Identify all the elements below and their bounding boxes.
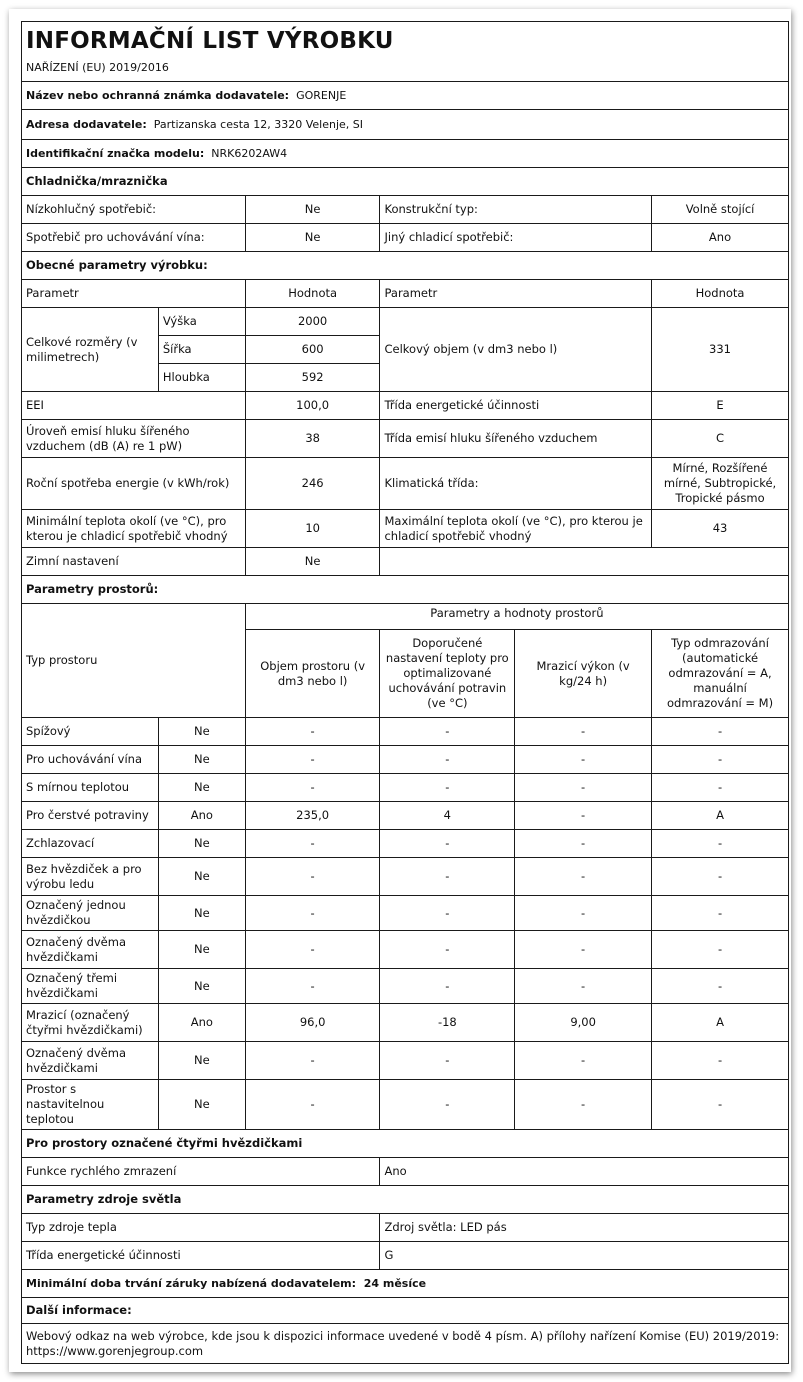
compartment-volume: - [245,931,380,969]
compartment-freeze: - [515,896,652,931]
compartment-temp: - [380,746,515,774]
compartment-name: Zchlazovací [22,830,159,858]
compartment-present: Ne [158,1042,245,1080]
compartment-defrost: - [652,858,789,896]
compartment-name: Pro čerstvé potraviny [22,802,159,830]
compartment-present: Ne [158,1080,245,1130]
table-row [22,802,789,830]
compartment-present: Ne [158,931,245,969]
winter-setting-label: Zimní nastavení [22,548,246,576]
compartment-volume: 96,0 [245,1004,380,1042]
compartment-defrost: - [652,969,789,1004]
noise-level-label: Úroveň emisí hluku šířeného vzduchem (dB (A) re 1 pW) [22,420,246,458]
compartment-freeze: - [515,931,652,969]
compartment-volume: - [245,896,380,931]
compartment-freeze: - [515,969,652,1004]
compartment-defrost: - [652,774,789,802]
supplier-name-label: Název nebo ochranná známka dodavatele: [26,89,290,102]
compartment-freeze-header: Mrazicí výkon (v kg/24 h) [515,630,652,718]
table-row [22,896,789,931]
compartment-present: Ne [158,858,245,896]
more-info-heading: Další informace: [22,1298,789,1324]
winter-setting-value: Ne [245,548,380,576]
info-sheet-table [21,21,789,1364]
compartment-name: Označený třemi hvězdičkami [22,969,159,1004]
compartment-freeze: - [515,830,652,858]
compartment-present: Ne [158,969,245,1004]
compartment-freeze: - [515,1080,652,1130]
compartment-group-header: Parametry a hodnoty prostorů [245,604,788,630]
energy-class-label: Třída energetické účinnosti [380,392,652,420]
height-label: Výška [158,308,245,336]
design-type-label: Konstrukční typ: [380,196,652,224]
table-row [22,774,789,802]
wine-appliance-value: Ne [245,224,380,252]
compartment-temp: - [380,931,515,969]
compartment-name: Označený jednou hvězdičkou [22,896,159,931]
fast-freeze-value: Ano [380,1158,789,1186]
compartment-freeze: 9,00 [515,1004,652,1042]
compartment-freeze: - [515,774,652,802]
max-ambient-temp-value: 43 [652,510,789,548]
document-page [9,9,791,1372]
model-id-row [22,140,789,168]
compartment-volume: - [245,1042,380,1080]
depth-value: 592 [245,364,380,392]
compartment-defrost: - [652,1042,789,1080]
compartment-volume-header: Objem prostoru (v dm3 nebo l) [245,630,380,718]
compartment-volume: - [245,830,380,858]
compartment-defrost: - [652,830,789,858]
compartment-name: S mírnou teplotou [22,774,159,802]
warranty-row [22,1270,789,1298]
more-info-text: Webový odkaz na web výrobce, kde jsou k dispozici informace uvedené v bodě 4 písm. A) přílohy nařízení Komise (EU) 2019/2019: https://www.gorenjegroup.com [22,1324,789,1364]
category-heading: Chladnička/mraznička [22,168,789,196]
other-appliance-label: Jiný chladicí spotřebič: [380,224,652,252]
compartment-volume: - [245,858,380,896]
compartment-volume: - [245,969,380,1004]
compartment-defrost: A [652,1004,789,1042]
compartment-defrost: A [652,802,789,830]
compartment-temp: - [380,896,515,931]
height-value: 2000 [245,308,380,336]
supplier-address-row [22,110,789,140]
annual-consumption-value: 246 [245,458,380,510]
table-row [22,858,789,896]
param-col-header: Parametr [22,280,246,308]
compartment-freeze: - [515,746,652,774]
value-col-header-right: Hodnota [652,280,789,308]
table-row [22,931,789,969]
width-value: 600 [245,336,380,364]
model-id-value: NRK6202AW4 [211,147,288,160]
general-heading: Obecné parametry výrobku: [22,252,789,280]
compartment-temp: -18 [380,1004,515,1042]
compartment-temp: - [380,718,515,746]
width-label: Šířka [158,336,245,364]
min-ambient-temp-label: Minimální teplota okolí (ve °C), pro kterou je chladicí spotřebič vhodný [22,510,246,548]
compartment-temp: 4 [380,802,515,830]
table-row [22,969,789,1004]
model-id-label: Identifikační značka modelu: [26,147,205,160]
compartment-volume: 235,0 [245,802,380,830]
compartment-freeze: - [515,718,652,746]
energy-class-value: E [652,392,789,420]
compartment-freeze: - [515,802,652,830]
sheet-title: INFORMAČNÍ LIST VÝROBKU [22,22,789,59]
table-row [22,746,789,774]
eei-value: 100,0 [245,392,380,420]
compartment-defrost: - [652,1080,789,1130]
compartment-temp: - [380,1042,515,1080]
supplier-address-label: Adresa dodavatele: [26,118,147,131]
compartment-defrost: - [652,931,789,969]
compartment-temp: - [380,830,515,858]
low-noise-value: Ne [245,196,380,224]
total-volume-value: 331 [652,308,789,392]
compartment-name: Bez hvězdiček a pro výrobu ledu [22,858,159,896]
compartment-type-header: Typ prostoru [22,604,246,718]
supplier-name-row [22,82,789,110]
compartment-present: Ano [158,1004,245,1042]
compartment-freeze: - [515,1042,652,1080]
value-col-header: Hodnota [245,280,380,308]
climate-class-value: Mírné, Rozšířené mírné, Subtropické, Tropické pásmo [652,458,789,510]
warranty-value: 24 měsíce [363,1277,427,1290]
design-type-value: Volně stojící [652,196,789,224]
total-volume-label: Celkový objem (v dm3 nebo l) [380,308,652,392]
table-row [22,830,789,858]
compartment-present: Ne [158,896,245,931]
table-row [22,718,789,746]
compartment-name: Prostor s nastavitelnou teplotou [22,1080,159,1130]
light-class-value: G [380,1242,789,1270]
depth-label: Hloubka [158,364,245,392]
compartment-temp: - [380,858,515,896]
warranty-label: Minimální doba trvání záruky nabízená dodavatelem: [26,1277,357,1290]
light-source-heading: Parametry zdroje světla [22,1186,789,1214]
compartment-temp-header: Doporučené nastavení teploty pro optimalizované uchovávání potravin (ve °C) [380,630,515,718]
supplier-address-value: Partizanska cesta 12, 3320 Velenje, SI [153,118,364,131]
compartment-name: Spížový [22,718,159,746]
noise-level-value: 38 [245,420,380,458]
light-type-value: Zdroj světla: LED pás [380,1214,789,1242]
table-row [22,1042,789,1080]
regulation-text: NAŘÍZENÍ (EU) 2019/2016 [22,58,789,82]
low-noise-label: Nízkohlučný spotřebič: [22,196,246,224]
compartment-defrost: - [652,896,789,931]
compartment-defrost: - [652,746,789,774]
climate-class-label: Klimatická třída: [380,458,652,510]
compartment-freeze: - [515,858,652,896]
param-col-header-right: Parametr [380,280,652,308]
table-row [22,1004,789,1042]
compartment-volume: - [245,746,380,774]
annual-consumption-label: Roční spotřeba energie (v kWh/rok) [22,458,246,510]
supplier-name-value: GORENJE [296,89,347,102]
compartment-temp: - [380,969,515,1004]
dimensions-label: Celkové rozměry (v milimetrech) [22,308,159,392]
compartment-present: Ne [158,830,245,858]
compartments-heading: Parametry prostorů: [22,576,789,604]
compartment-present: Ne [158,746,245,774]
compartment-name: Označený dvěma hvězdičkami [22,931,159,969]
noise-class-value: C [652,420,789,458]
wine-appliance-label: Spotřebič pro uchovávání vína: [22,224,246,252]
compartment-temp: - [380,774,515,802]
empty-cell [380,548,789,576]
light-class-label: Třída energetické účinnosti [22,1242,380,1270]
compartment-present: Ne [158,774,245,802]
compartment-name: Označený dvěma hvězdičkami [22,1042,159,1080]
fast-freeze-label: Funkce rychlého zmrazení [22,1158,380,1186]
eei-label: EEI [22,392,246,420]
product-information-sheet [21,21,789,1364]
light-type-label: Typ zdroje tepla [22,1214,380,1242]
compartment-present: Ano [158,802,245,830]
noise-class-label: Třída emisí hluku šířeného vzduchem [380,420,652,458]
table-row [22,1080,789,1130]
compartment-temp: - [380,1080,515,1130]
compartment-defrost: - [652,718,789,746]
compartment-name: Mrazicí (označený čtyřmi hvězdičkami) [22,1004,159,1042]
compartment-volume: - [245,1080,380,1130]
min-ambient-temp-value: 10 [245,510,380,548]
compartment-name: Pro uchovávání vína [22,746,159,774]
compartment-defrost-header: Typ odmrazování (automatické odmrazování = A, manuální odmrazování = M) [652,630,789,718]
compartment-present: Ne [158,718,245,746]
four-star-heading: Pro prostory označené čtyřmi hvězdičkami [22,1130,789,1158]
max-ambient-temp-label: Maximální teplota okolí (ve °C), pro kterou je chladicí spotřebič vhodný [380,510,652,548]
compartment-volume: - [245,774,380,802]
compartment-volume: - [245,718,380,746]
other-appliance-value: Ano [652,224,789,252]
